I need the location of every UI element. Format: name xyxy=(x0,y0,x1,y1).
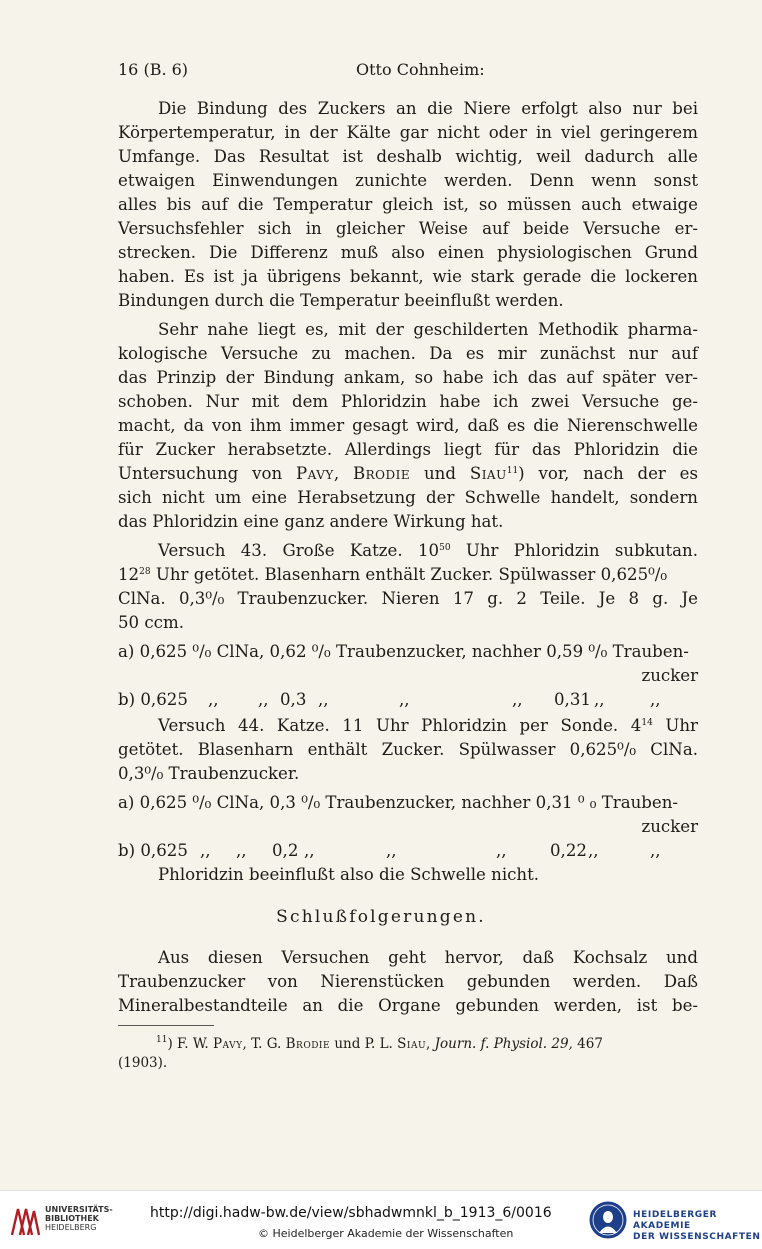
copyright-notice: © Heidelberger Akademie der Wissenschaften xyxy=(258,1227,514,1240)
text-line: etwaigen Einwendungen zunichte werden. Denn wenn sonst xyxy=(118,171,698,190)
experiment-43-line: 50 ccm. xyxy=(118,613,184,632)
text-line: Bindungen durch die Temperatur beeinflußt werden. xyxy=(118,291,564,310)
journal-title: Journ. f. Physiol. 29, xyxy=(434,1036,573,1052)
text-line: Sehr nahe liegt es, mit der geschilderten Methodik pharma- xyxy=(158,320,698,339)
page-header xyxy=(118,60,697,84)
author-brodie: Brodie xyxy=(352,464,411,483)
section-heading: Schlußfolgerungen. xyxy=(276,907,486,927)
text-line: Aus diesen Versuchen geht hervor, daß Kochsalz und xyxy=(158,948,698,967)
footnote-line: $^{11}$) F. W. Pavy, T. G. Brodie und P. L. Siau, Journ. f. Physiol. 29, 467 xyxy=(156,1035,603,1052)
viewer-footer xyxy=(0,1190,762,1249)
text-line-with-authors: Untersuchung von Pavy, Brodie und Siau$^{11}$) vor, nach der es xyxy=(118,464,699,483)
text-line: für Zucker herabsetzte. Allerdings liegt für das Phloridzin die xyxy=(118,440,698,459)
academy-seal-icon[interactable] xyxy=(588,1200,628,1240)
result-row-a-cont: zucker xyxy=(641,666,698,685)
text-line: Die Bindung des Zuckers an die Niere erfolgt also nur bei xyxy=(158,99,698,118)
footnote-ref: 11 xyxy=(506,466,519,476)
permalink-url[interactable]: http://digi.hadw-bw.de/view/sbhadwmnkl_b_1913_6/0016 xyxy=(150,1205,552,1221)
result-row-a-cont: zucker xyxy=(641,817,698,836)
footnote-line: (1903). xyxy=(118,1055,168,1071)
result-row-a: a) 0,625 ⁰/₀ ClNa, 0,3 ⁰/₀ Traubenzucker, nachher 0,31 ⁰ ₀ Trauben- xyxy=(118,793,679,812)
experiment-43-line: $12^{28}$ Uhr getötet. Blasenharn enthält Zucker. Spülwasser 0,625⁰/₀ xyxy=(118,565,668,584)
experiment-43-line: Versuch 43. Große Katze. $10^{50}$ Uhr Phloridzin subkutan. xyxy=(158,541,698,560)
text-line: schoben. Nur mit dem Phloridzin habe ich zwei Versuche ge- xyxy=(118,392,698,411)
experiment-43-line: ClNa. 0,3⁰/₀ Traubenzucker. Nieren 17 g. 2 Teile. Je 8 g. Je xyxy=(118,589,698,608)
text-line: strecken. Die Differenz muß also einen physiologischen Grund xyxy=(118,243,698,262)
experiment-44-line: Versuch 44. Katze. 11 Uhr Phloridzin per Sonde. $4^{14}$ Uhr xyxy=(158,716,698,735)
text-line: das Phloridzin eine ganz andere Wirkung hat. xyxy=(118,512,504,531)
author-siau: Siau xyxy=(469,464,507,483)
experiment-44-line: 0,3⁰/₀ Traubenzucker. xyxy=(118,764,300,783)
text-line: alles bis auf die Temperatur gleich ist, so müssen auch etwaige xyxy=(118,195,698,214)
text-line: sich nicht um eine Herabsetzung der Schwelle handelt, sondern xyxy=(118,488,698,507)
text-line: das Prinzip der Bindung ankam, so habe ich das auf später ver- xyxy=(118,368,698,387)
author-pavy: Pavy xyxy=(296,464,334,483)
text-line: Versuchsfehler sich in gleicher Weise auf beide Versuche er- xyxy=(118,219,698,238)
experiment-44-line: getötet. Blasenharn enthält Zucker. Spülwasser 0,625⁰/₀ ClNa. xyxy=(118,740,698,759)
text-line: Traubenzucker von Nierenstücken gebunden werden. Daß xyxy=(118,972,698,991)
academy-name: HEIDELBERGER AKADEMIE DER WISSENSCHAFTEN xyxy=(633,1210,761,1242)
running-title: Otto Cohnheim: xyxy=(356,60,485,79)
text-line: macht, da von ihm immer gesagt wird, daß es die Nierenschwelle xyxy=(118,416,698,435)
text-line: kologische Versuche zu machen. Da es mir zunächst nur auf xyxy=(118,344,698,363)
university-library-name: UNIVERSITÄTS- BIBLIOTHEK HEIDELBERG xyxy=(45,1205,113,1232)
text-line: Umfange. Das Resultat ist deshalb wichtig, weil dadurch alle xyxy=(118,147,698,166)
footnote-rule xyxy=(118,1025,214,1026)
text-line: Mineralbestandteile an die Organe gebunden werden, ist be- xyxy=(118,996,698,1015)
conclusion-line: Phloridzin beeinflußt also die Schwelle nicht. xyxy=(158,865,540,884)
result-row-a: a) 0,625 ⁰/₀ ClNa, 0,62 ⁰/₀ Traubenzucker, nachher 0,59 ⁰/₀ Trauben- xyxy=(118,642,689,661)
text-line: Körpertemperatur, in der Kälte gar nicht oder in viel geringerem xyxy=(118,123,698,142)
university-library-logo-icon[interactable] xyxy=(8,1205,42,1239)
scanned-page: 16 (B. 6) Otto Cohnheim: Die Bindung des Zuckers an die Niere erfolgt also nur bei Körpertemperatur, in der Kälte gar nicht oder in viel geringerem Umfange. Das Resultat ist deshalb wichtig, weil dadurch alle etwaigen Einwendungen zunichte werden. Denn wenn sonst alles bis auf die Temperatur gleich ist, so müssen auch etwaige Versuchsfehler sich in gleicher Weise auf beide Versuche er- strecken. Die Differenz muß also einen physiologischen Grund haben. Es ist ja übrigens bekannt, wie stark gerade die lockeren Bindungen durch die Temperatur beeinflußt werden. Sehr nahe liegt es, mit der geschilderten Methodik pharma- kologische Versuche zu machen. Da es mir zunächst nur auf das Prinzip der Bindung ankam, so habe ich das auf später ver- schoben. Nur mit dem Phloridzin habe ich zwei Versuche ge- macht, da von ihm immer gesagt wird, daß es die Nierenschwelle für Zucker herabsetzte. Allerdings liegt für das Phloridzin die Untersuchung von Pavy, Brodie und Siau$^{11}$) vor, nach der es sich nicht um eine Herabsetzung der Schwelle handelt, sondern das Phloridzin eine ganz andere Wirkung hat. Versuch 43. Große Katze. $10^{50}$ Uhr Phloridzin subkutan. $12^{28}$ Uhr getötet. Blasenharn enthält Zucker. Spülwasser 0,625⁰/₀ ClNa. 0,3⁰/₀ Traubenzucker. Nieren 17 g. 2 Teile. Je 8 g. Je 50 ccm. a) 0,625 ⁰/₀ ClNa, 0,62 ⁰/₀ Traubenzucker, nachher 0,59 ⁰/₀ Trauben- zucker b) 0,625 ,, ,, 0,3 ,, ,, ,, 0,31 ,, ,, Versuch 44. Katze. 11 Uhr Phloridzin per Sonde. $4^{14}$ Uhr getötet. Blasenharn enthält Zucker. Spülwasser 0,625⁰/₀ ClNa. 0,3⁰/₀ Traubenzucker. a) 0,625 ⁰/₀ ClNa, 0,3 ⁰/₀ Traubenzucker, nachher 0,31 ⁰ ₀ Trauben- zucker b) 0,625 ,, ,, 0,2 ,, ,, ,, 0,22 ,, ,, Phloridzin beeinflußt also die Schwelle nicht. Schlußfolgerungen. Aus diesen Versuchen geht hervor, daß Kochsalz und Traubenzucker von Nierenstücken gebunden werden. Daß Mineralbestandteile an die Organe gebunden werden, ist be- $^{11}$) F. W. Pavy, T. G. Brodie und P. L. Siau, Journ. f. Physiol. 29, 467 (1903). xyxy=(0,0,762,1190)
text-line: haben. Es ist ja übrigens bekannt, wie stark gerade die lockeren xyxy=(118,267,698,286)
page-number: 16 (B. 6) xyxy=(118,60,189,79)
